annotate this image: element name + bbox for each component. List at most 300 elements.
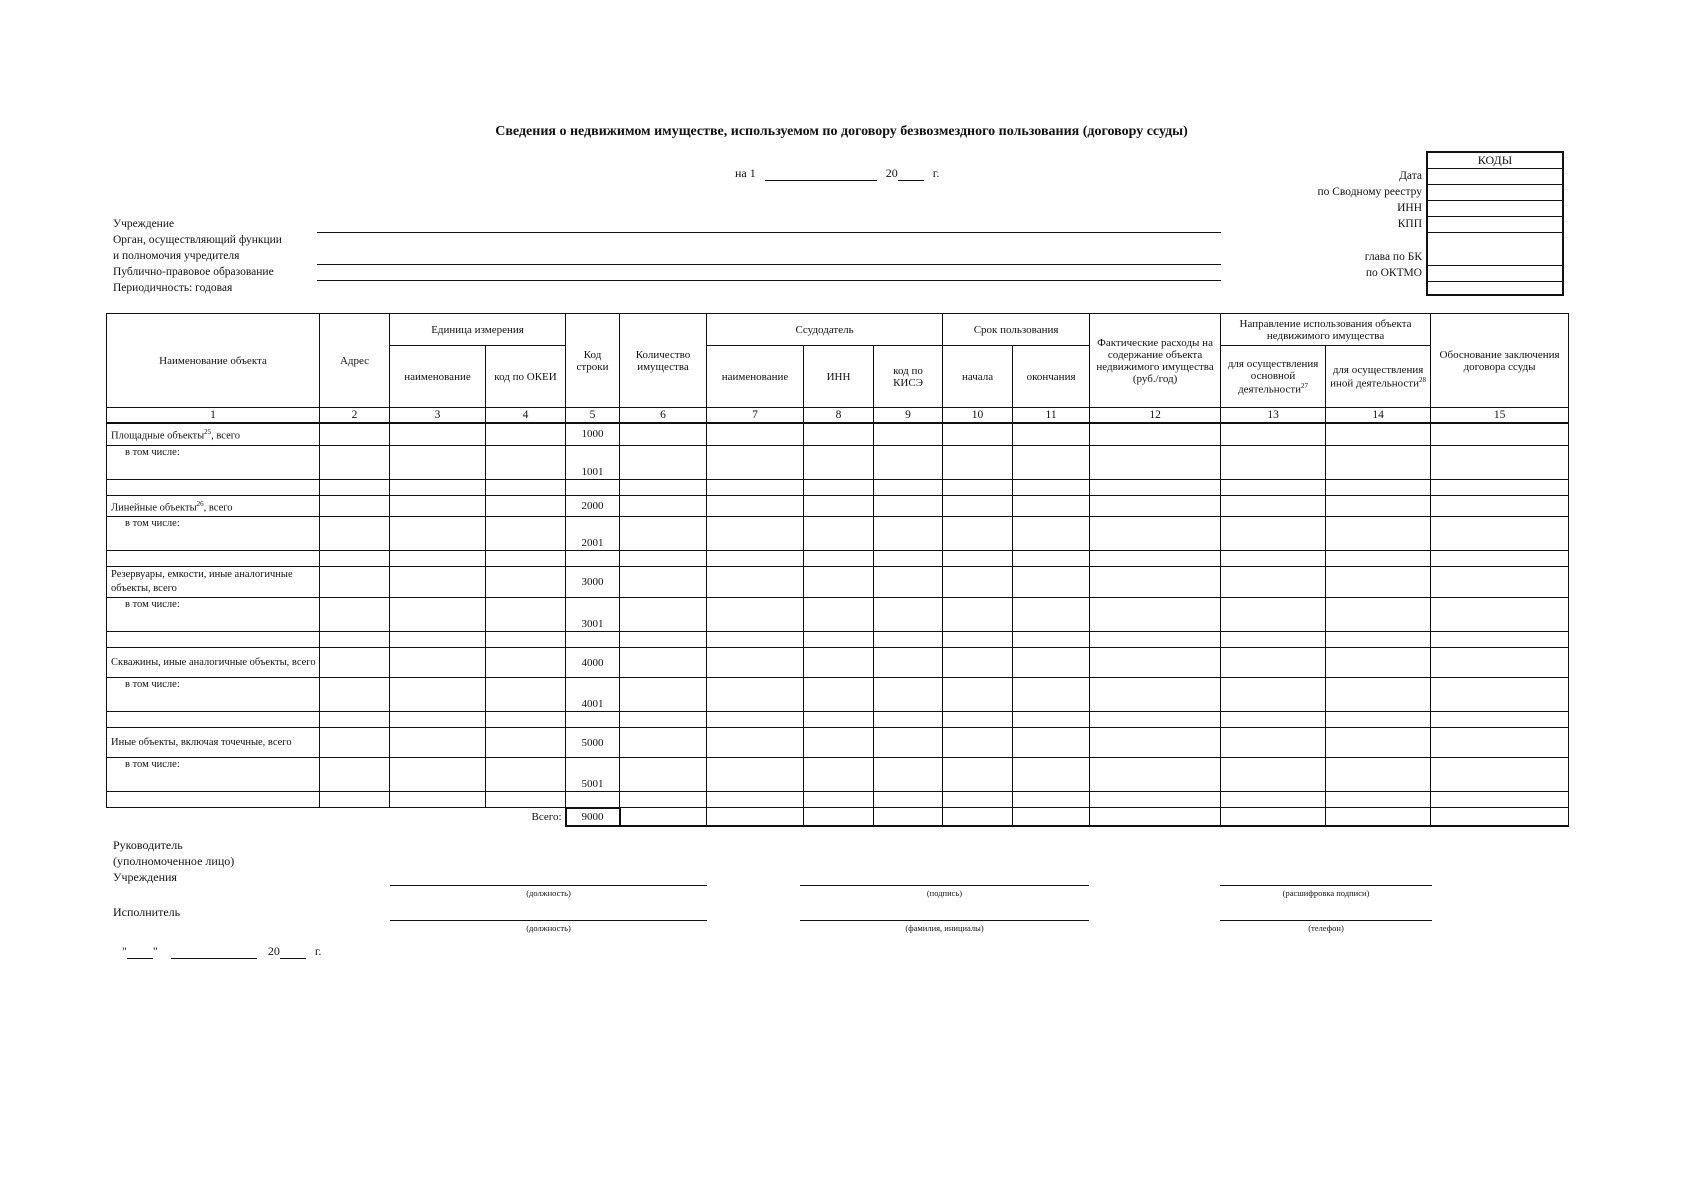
header-unit: Единица измерения <box>390 314 566 346</box>
header-lender: Ссудодатель <box>707 314 943 346</box>
data-cell[interactable] <box>874 712 943 728</box>
data-cell[interactable] <box>707 678 804 712</box>
total-cell[interactable] <box>1431 808 1569 826</box>
data-cell[interactable] <box>1326 479 1431 495</box>
data-cell[interactable] <box>566 712 620 728</box>
form-title: Сведения о недвижимом имуществе, используемом по договору безвозмездного пользования (договору ссуды) <box>495 124 1188 139</box>
data-cell[interactable] <box>1326 712 1431 728</box>
data-cell[interactable] <box>486 567 566 598</box>
data-cell[interactable] <box>620 632 707 648</box>
header-term-end: окончания <box>1013 346 1090 408</box>
data-cell[interactable] <box>874 598 943 632</box>
data-cell[interactable] <box>1221 517 1326 551</box>
data-cell[interactable] <box>620 678 707 712</box>
data-cell[interactable] <box>1221 567 1326 598</box>
data-cell[interactable] <box>486 479 566 495</box>
header-usage-other-text: для осуществления иной деятельности <box>1330 363 1424 390</box>
data-cell[interactable] <box>107 792 320 808</box>
data-cell[interactable] <box>804 517 874 551</box>
data-cell[interactable] <box>1431 479 1569 495</box>
institution-field[interactable] <box>317 232 1221 233</box>
footnote-marker: 25 <box>204 428 212 436</box>
data-cell[interactable] <box>1431 792 1569 808</box>
head-block <box>113 837 234 885</box>
column-number: 7 <box>707 408 804 424</box>
data-cell[interactable] <box>620 567 707 598</box>
footnote-marker: 26 <box>196 499 204 508</box>
data-cell[interactable] <box>1431 712 1569 728</box>
data-cell[interactable] <box>390 567 486 598</box>
data-cell[interactable] <box>390 712 486 728</box>
signature-month-field[interactable] <box>171 945 257 959</box>
data-cell[interactable] <box>707 567 804 598</box>
data-cell[interactable] <box>804 598 874 632</box>
date-year-field[interactable] <box>898 167 924 181</box>
data-cell[interactable] <box>107 479 320 495</box>
data-cell[interactable] <box>320 598 390 632</box>
data-cell[interactable] <box>1431 423 1569 445</box>
column-number: 14 <box>1326 408 1431 424</box>
signature-year-field[interactable] <box>280 945 306 959</box>
caption-position: (должность) <box>526 888 571 898</box>
data-cell[interactable] <box>1013 758 1090 792</box>
data-cell[interactable] <box>1326 445 1431 479</box>
data-cell[interactable] <box>943 792 1013 808</box>
data-cell[interactable] <box>1431 632 1569 648</box>
signature-day-field[interactable] <box>127 945 153 959</box>
data-cell[interactable] <box>390 495 486 517</box>
data-cell[interactable] <box>1013 728 1090 758</box>
data-cell[interactable] <box>1013 551 1090 567</box>
data-cell[interactable] <box>320 648 390 678</box>
data-cell[interactable] <box>390 632 486 648</box>
data-cell[interactable] <box>707 517 804 551</box>
header-unit-name: наименование <box>390 346 486 408</box>
data-cell[interactable] <box>1221 648 1326 678</box>
date-day-month-field[interactable] <box>765 167 877 181</box>
column-number: 9 <box>874 408 943 424</box>
data-cell[interactable] <box>486 423 566 445</box>
data-cell[interactable] <box>620 479 707 495</box>
data-cell[interactable] <box>1013 792 1090 808</box>
data-cell[interactable] <box>390 598 486 632</box>
executor-phone-field[interactable] <box>1220 920 1432 921</box>
data-cell[interactable] <box>874 517 943 551</box>
code-inn-cell[interactable] <box>1427 201 1563 217</box>
data-cell[interactable] <box>390 517 486 551</box>
code-oktmo-cell[interactable] <box>1427 266 1563 282</box>
total-row <box>107 808 1569 826</box>
data-cell[interactable] <box>320 632 390 648</box>
data-cell[interactable] <box>620 758 707 792</box>
section-name <box>107 728 320 758</box>
data-cell[interactable] <box>1090 517 1221 551</box>
data-cell[interactable] <box>1221 445 1326 479</box>
data-cell[interactable] <box>1013 648 1090 678</box>
data-cell[interactable] <box>1221 792 1326 808</box>
executor-position-field[interactable] <box>390 920 707 921</box>
data-cell[interactable] <box>486 632 566 648</box>
data-cell[interactable] <box>1326 551 1431 567</box>
data-cell[interactable] <box>874 479 943 495</box>
data-cell[interactable] <box>486 758 566 792</box>
column-number: 2 <box>320 408 390 424</box>
data-cell[interactable] <box>707 598 804 632</box>
data-cell[interactable] <box>874 758 943 792</box>
head-signature-field[interactable] <box>800 885 1089 886</box>
data-cell[interactable] <box>804 728 874 758</box>
data-cell[interactable] <box>707 423 804 445</box>
data-cell[interactable] <box>804 712 874 728</box>
data-cell[interactable] <box>874 495 943 517</box>
section-name-text: Линейные объекты <box>111 502 197 513</box>
data-cell[interactable] <box>1090 495 1221 517</box>
data-cell[interactable] <box>620 598 707 632</box>
header-usage: Направление использования объекта недвижимого имущества <box>1221 314 1431 346</box>
section-name-text: Резервуары, емкости, иные аналогичные объекты, всего <box>111 569 293 594</box>
data-cell[interactable] <box>1090 678 1221 712</box>
section-name-suffix: , всего <box>203 502 233 513</box>
caption-signature: (подпись) <box>926 888 963 898</box>
data-cell[interactable] <box>943 678 1013 712</box>
data-cell[interactable] <box>943 598 1013 632</box>
data-cell[interactable] <box>620 792 707 808</box>
data-cell[interactable] <box>390 728 486 758</box>
data-cell[interactable] <box>1013 712 1090 728</box>
data-cell[interactable] <box>874 445 943 479</box>
row-code: 1001 <box>566 445 620 479</box>
data-cell[interactable] <box>707 728 804 758</box>
data-cell[interactable] <box>320 495 390 517</box>
data-cell[interactable] <box>943 479 1013 495</box>
data-cell[interactable] <box>874 648 943 678</box>
data-cell[interactable] <box>620 423 707 445</box>
total-cell[interactable] <box>804 808 874 826</box>
total-cell[interactable] <box>1090 808 1221 826</box>
data-cell[interactable] <box>874 678 943 712</box>
codes-label-date: Дата <box>1399 170 1422 182</box>
data-cell[interactable] <box>390 792 486 808</box>
data-cell[interactable] <box>1326 678 1431 712</box>
data-cell[interactable] <box>707 479 804 495</box>
data-cell[interactable] <box>620 517 707 551</box>
total-cell[interactable] <box>1013 808 1090 826</box>
data-cell[interactable] <box>1090 648 1221 678</box>
data-cell[interactable] <box>390 758 486 792</box>
header-usage-main <box>1221 346 1326 408</box>
row-code: 4000 <box>566 648 620 678</box>
data-cell[interactable] <box>1221 423 1326 445</box>
data-cell[interactable] <box>1431 648 1569 678</box>
header-expenses: Фактические расходы на содержание объекта недвижимого имущества (руб./год) <box>1090 314 1221 408</box>
data-cell[interactable] <box>874 423 943 445</box>
sub-label: в том числе: <box>107 445 320 479</box>
data-cell[interactable] <box>486 445 566 479</box>
data-cell[interactable] <box>486 598 566 632</box>
header-lender-kise: код по КИСЭ <box>874 346 943 408</box>
data-cell[interactable] <box>320 445 390 479</box>
data-cell[interactable] <box>1013 445 1090 479</box>
data-cell[interactable] <box>943 758 1013 792</box>
data-cell[interactable] <box>943 551 1013 567</box>
data-cell[interactable] <box>1326 598 1431 632</box>
data-cell[interactable] <box>1013 495 1090 517</box>
data-cell[interactable] <box>320 551 390 567</box>
column-number: 5 <box>566 408 620 424</box>
data-cell[interactable] <box>1326 495 1431 517</box>
founder-label-2: и полномочия учредителя <box>113 250 240 262</box>
data-cell[interactable] <box>1326 648 1431 678</box>
total-cell[interactable] <box>943 808 1013 826</box>
row-code: 1000 <box>566 423 620 445</box>
data-cell[interactable] <box>107 551 320 567</box>
data-cell[interactable] <box>1431 758 1569 792</box>
data-cell[interactable] <box>943 632 1013 648</box>
data-cell[interactable] <box>804 678 874 712</box>
data-cell[interactable] <box>486 678 566 712</box>
data-cell[interactable] <box>390 551 486 567</box>
data-cell[interactable] <box>1090 567 1221 598</box>
data-cell[interactable] <box>320 567 390 598</box>
data-cell[interactable] <box>804 792 874 808</box>
row-code: 3001 <box>566 598 620 632</box>
data-cell[interactable] <box>1090 758 1221 792</box>
sub-label: в том числе: <box>107 517 320 551</box>
data-cell[interactable] <box>320 712 390 728</box>
data-cell[interactable] <box>1013 517 1090 551</box>
data-cell[interactable] <box>1326 423 1431 445</box>
head-label-1: Руководитель <box>113 838 183 852</box>
data-cell[interactable] <box>943 423 1013 445</box>
data-cell[interactable] <box>390 423 486 445</box>
total-label: Всего: <box>107 808 566 826</box>
header-quantity: Количество имущества <box>620 314 707 408</box>
data-cell[interactable] <box>390 445 486 479</box>
data-cell[interactable] <box>874 632 943 648</box>
code-registry-cell[interactable] <box>1427 185 1563 201</box>
head-decode-field[interactable] <box>1220 885 1432 886</box>
data-cell[interactable] <box>566 792 620 808</box>
data-cell[interactable] <box>1431 551 1569 567</box>
data-cell[interactable] <box>320 678 390 712</box>
column-number: 4 <box>486 408 566 424</box>
codes-label-bk: глава по БК <box>1364 251 1422 263</box>
data-cell[interactable] <box>804 632 874 648</box>
total-cell[interactable] <box>874 808 943 826</box>
total-cell[interactable] <box>707 808 804 826</box>
data-cell[interactable] <box>707 551 804 567</box>
data-cell[interactable] <box>566 551 620 567</box>
data-cell[interactable] <box>620 495 707 517</box>
data-cell[interactable] <box>1221 551 1326 567</box>
data-cell[interactable] <box>320 423 390 445</box>
data-cell[interactable] <box>1090 479 1221 495</box>
data-cell[interactable] <box>1090 551 1221 567</box>
sub-label: в том числе: <box>107 598 320 632</box>
table-row <box>107 479 1569 495</box>
data-cell[interactable] <box>707 495 804 517</box>
code-kpp-cell[interactable] <box>1427 217 1563 233</box>
data-cell[interactable] <box>1221 758 1326 792</box>
data-cell[interactable] <box>943 648 1013 678</box>
sub-label: в том числе: <box>107 678 320 712</box>
data-cell[interactable] <box>707 792 804 808</box>
data-cell[interactable] <box>1013 423 1090 445</box>
data-cell[interactable] <box>943 567 1013 598</box>
data-cell[interactable] <box>390 678 486 712</box>
data-cell[interactable] <box>1221 598 1326 632</box>
data-cell[interactable] <box>1221 495 1326 517</box>
data-cell[interactable] <box>804 648 874 678</box>
data-cell[interactable] <box>1221 728 1326 758</box>
code-date-cell[interactable] <box>1427 169 1563 185</box>
date-suffix: г. <box>932 166 940 180</box>
data-cell[interactable] <box>486 712 566 728</box>
public-entity-label: Публично-правовое образование <box>113 266 274 278</box>
data-cell[interactable] <box>320 728 390 758</box>
data-cell[interactable] <box>620 648 707 678</box>
total-cell[interactable] <box>620 808 707 826</box>
data-cell[interactable] <box>1326 517 1431 551</box>
data-cell[interactable] <box>1221 712 1326 728</box>
data-cell[interactable] <box>1090 445 1221 479</box>
data-cell[interactable] <box>1090 598 1221 632</box>
data-cell[interactable] <box>1013 598 1090 632</box>
data-cell[interactable] <box>804 495 874 517</box>
data-cell[interactable] <box>320 792 390 808</box>
data-cell[interactable] <box>1431 728 1569 758</box>
data-cell[interactable] <box>804 567 874 598</box>
data-cell[interactable] <box>486 517 566 551</box>
data-cell[interactable] <box>1326 792 1431 808</box>
code-bk-cell[interactable] <box>1427 233 1563 266</box>
data-cell[interactable] <box>320 479 390 495</box>
data-cell[interactable] <box>804 423 874 445</box>
public-entity-field[interactable] <box>317 280 1221 281</box>
row-code: 2000 <box>566 495 620 517</box>
data-cell[interactable] <box>107 712 320 728</box>
founder-field[interactable] <box>317 264 1221 265</box>
table-row <box>107 445 1569 479</box>
data-cell[interactable] <box>804 758 874 792</box>
data-cell[interactable] <box>1221 479 1326 495</box>
total-cell[interactable] <box>1326 808 1431 826</box>
data-cell[interactable] <box>390 648 486 678</box>
data-cell[interactable] <box>1090 632 1221 648</box>
data-cell[interactable] <box>486 792 566 808</box>
data-cell[interactable] <box>320 517 390 551</box>
data-cell[interactable] <box>943 495 1013 517</box>
codes-label-kpp: КПП <box>1397 218 1422 230</box>
data-cell[interactable] <box>107 632 320 648</box>
data-cell[interactable] <box>620 712 707 728</box>
header-usage-other <box>1326 346 1431 408</box>
header-unit-code: код по ОКЕИ <box>486 346 566 408</box>
row-code: 3000 <box>566 567 620 598</box>
head-position-field[interactable] <box>390 885 707 886</box>
data-cell[interactable] <box>707 445 804 479</box>
data-cell[interactable] <box>1326 567 1431 598</box>
header-term-start: начала <box>943 346 1013 408</box>
data-cell[interactable] <box>1221 632 1326 648</box>
total-code: 9000 <box>566 808 620 826</box>
data-cell[interactable] <box>1013 479 1090 495</box>
data-cell[interactable] <box>1431 567 1569 598</box>
data-cell[interactable] <box>1013 678 1090 712</box>
data-cell[interactable] <box>486 495 566 517</box>
data-cell[interactable] <box>1326 758 1431 792</box>
data-cell[interactable] <box>1013 632 1090 648</box>
data-cell[interactable] <box>804 445 874 479</box>
data-cell[interactable] <box>620 551 707 567</box>
data-cell[interactable] <box>874 567 943 598</box>
column-number: 10 <box>943 408 1013 424</box>
data-cell[interactable] <box>943 728 1013 758</box>
table-row <box>107 792 1569 808</box>
data-cell[interactable] <box>943 445 1013 479</box>
executor-fio-field[interactable] <box>800 920 1089 921</box>
data-cell[interactable] <box>707 648 804 678</box>
data-cell[interactable] <box>1326 632 1431 648</box>
codes-label-oktmo: по ОКТМО <box>1365 267 1422 279</box>
caption-fio: (фамилия, инициалы) <box>905 923 984 933</box>
table-row <box>107 495 1569 517</box>
data-cell[interactable] <box>1431 445 1569 479</box>
data-cell[interactable] <box>874 792 943 808</box>
signature-year-prefix: 20 <box>267 944 280 958</box>
data-cell[interactable] <box>707 758 804 792</box>
data-cell[interactable] <box>486 728 566 758</box>
date-quote-open: " <box>122 944 127 958</box>
data-cell[interactable] <box>1090 728 1221 758</box>
date-quote-close: " <box>152 944 158 958</box>
data-cell[interactable] <box>1090 712 1221 728</box>
data-cell[interactable] <box>320 758 390 792</box>
code-extra-cell[interactable] <box>1427 282 1563 296</box>
data-cell[interactable] <box>1431 678 1569 712</box>
data-cell[interactable] <box>1090 792 1221 808</box>
data-cell[interactable] <box>1013 567 1090 598</box>
total-cell[interactable] <box>1221 808 1326 826</box>
table-row <box>107 728 1569 758</box>
data-cell[interactable] <box>804 551 874 567</box>
data-cell[interactable] <box>1326 728 1431 758</box>
data-cell[interactable] <box>707 632 804 648</box>
data-cell[interactable] <box>390 479 486 495</box>
data-cell[interactable] <box>1431 517 1569 551</box>
section-name-text: Иные объекты, включая точечные, всего <box>111 736 292 748</box>
data-cell[interactable] <box>620 728 707 758</box>
data-cell[interactable] <box>1431 598 1569 632</box>
data-cell[interactable] <box>566 479 620 495</box>
periodicity-label: Периодичность: годовая <box>113 282 233 294</box>
data-cell[interactable] <box>620 445 707 479</box>
header-address: Адрес <box>320 314 390 408</box>
data-cell[interactable] <box>874 551 943 567</box>
data-cell[interactable] <box>707 712 804 728</box>
data-cell[interactable] <box>486 551 566 567</box>
data-cell[interactable] <box>566 632 620 648</box>
data-cell[interactable] <box>804 479 874 495</box>
data-cell[interactable] <box>1431 495 1569 517</box>
data-cell[interactable] <box>874 728 943 758</box>
data-cell[interactable] <box>486 648 566 678</box>
data-cell[interactable] <box>943 517 1013 551</box>
data-cell[interactable] <box>1090 423 1221 445</box>
data-cell[interactable] <box>943 712 1013 728</box>
data-cell[interactable] <box>1221 678 1326 712</box>
founder-label-1: Орган, осуществляющий функции <box>113 234 282 246</box>
